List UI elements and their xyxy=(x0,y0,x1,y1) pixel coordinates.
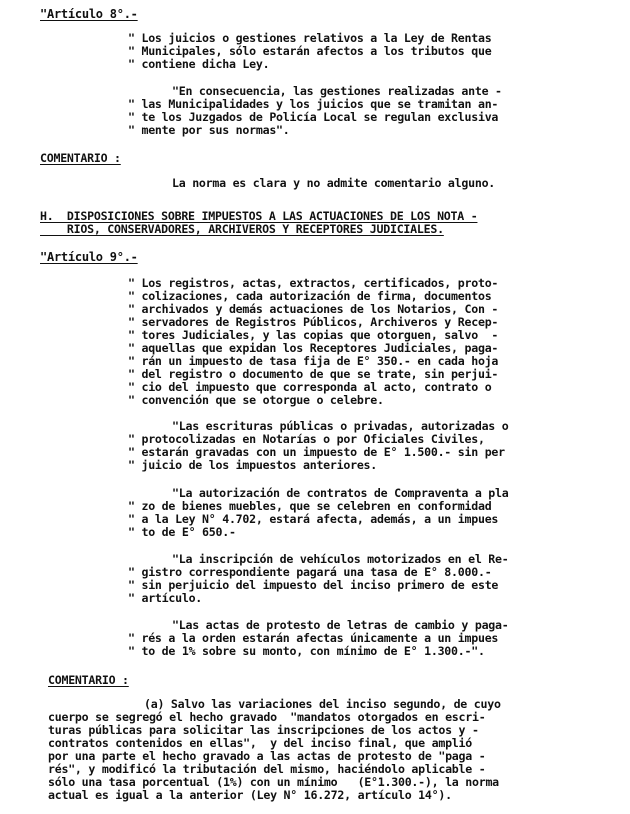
art9-p4-line-4: " artículo. xyxy=(128,591,203,605)
art9-p5-line-2: " rés a la orden estarán afectas únicamente a un impues xyxy=(128,631,499,645)
art8-p2-line-4: " mente por sus normas". xyxy=(128,123,290,137)
art9-p2-line-1: "Las escrituras públicas o privadas, autorizadas o xyxy=(172,419,509,433)
art9-p4-line-3: " sin perjuicio del impuesto del inciso primero de este xyxy=(128,578,499,592)
comment2-line-6: rés", y modificó la tributación del mismo, haciéndolo aplicable - xyxy=(48,762,486,776)
art8-p2-line-1: "En consecuencia, las gestiones realizadas ante - xyxy=(172,84,502,98)
art9-p2-line-3: " estarán gravadas con un impuesto de E° 1.500.- sin per xyxy=(128,445,505,459)
art9-p2-line-4: " juicio de los impuestos anteriores. xyxy=(128,458,378,472)
art9-p3-line-2: " zo de bienes muebles, que se celebren en conformidad xyxy=(128,499,492,513)
comment2-line-7: sólo una tasa porcentual (1%) con un mínimo (E°1.300.-), la norma xyxy=(48,775,499,789)
comment1-text: La norma es clara y no admite comentario alguno. xyxy=(172,176,496,190)
art9-p3-line-4: " to de E° 650.- xyxy=(128,525,236,539)
art9-p5-line-1: "Las actas de protesto de letras de cambio y paga- xyxy=(172,618,509,632)
art9-p1-line-6: " aquellas que expidan los Receptores Judiciales, paga- xyxy=(128,341,499,355)
comment2-line-5: por una parte el hecho gravado a las actas de protesto de "paga - xyxy=(48,749,486,763)
art8-p2-line-2: " las Municipalidades y los juicios que se tramitan an- xyxy=(128,97,499,111)
art9-p1-line-3: " archivados y demás actuaciones de los Notarios, Con - xyxy=(128,302,499,316)
art8-p1-line-3: " contiene dicha Ley. xyxy=(128,57,270,71)
art9-p1-line-7: " rán un impuesto de tasa fija de E° 350.- en cada hoja xyxy=(128,354,499,368)
art9-p3-line-3: " a la Ley N° 4.702, estará afecta, además, a un impues xyxy=(128,512,499,526)
art9-p3-line-1: "La autorización de contratos de Compraventa a pla xyxy=(172,486,509,500)
art9-p1-line-9: " cio del impuesto que corresponda al acto, contrato o xyxy=(128,380,492,394)
art9-p4-line-2: " gistro correspondiente pagará una tasa de E° 8.000.- xyxy=(128,565,492,579)
comment2-line-4: contratos contenidos en ellas", y del inciso final, que amplió xyxy=(48,736,472,750)
art8-p2-line-3: " te los Juzgados de Policía Local se regulan exclusiva xyxy=(128,110,499,124)
art9-p1-line-10: " convención que se otorgue o celebre. xyxy=(128,393,384,407)
art8-p1-line-2: " Municipales, sólo estarán afectos a los tributos que xyxy=(128,44,492,58)
comment2-line-3: turas públicas para solicitar las inscripciones de los actos y - xyxy=(48,723,479,737)
art9-p1-line-5: " tores Judiciales, y las copias que otorguen, salvo - xyxy=(128,328,499,342)
art9-p1-line-8: " del registro o documento de que se trate, sin perjui- xyxy=(128,367,499,381)
section-h-line-2: RIOS, CONSERVADORES, ARCHIVEROS Y RECEPTORES JUDICIALES. xyxy=(40,222,444,236)
comment2-line-1: (a) Salvo las variaciones del inciso segundo, de cuyo xyxy=(144,697,501,711)
comment2-line-8: actual es igual a la anterior (Ley N° 16.272, artículo 14°). xyxy=(48,788,452,802)
art8-p1-line-1: " Los juicios o gestiones relativos a la Ley de Rentas xyxy=(128,31,492,45)
comment1-label: COMENTARIO : xyxy=(40,151,121,165)
art9-p5-line-3: " to de 1% sobre su monto, con mínimo de E° 1.300.-". xyxy=(128,644,485,658)
art9-p4-line-1: "La inscripción de vehículos motorizados en el Re- xyxy=(172,552,509,566)
art9-p1-line-2: " colizaciones, cada autorización de firma, documentos xyxy=(128,289,492,303)
comment2-label: COMENTARIO : xyxy=(48,673,129,687)
art9-p2-line-2: " protocolizadas en Notarías o por Oficiales Civiles, xyxy=(128,432,485,446)
art9-p1-line-4: " servadores de Registros Públicos, Archiveros y Recep- xyxy=(128,315,499,329)
art9-heading: "Artículo 9°.- xyxy=(40,250,138,264)
section-h-line-1: H. DISPOSICIONES SOBRE IMPUESTOS A LAS ACTUACIONES DE LOS NOTA - xyxy=(40,209,478,223)
art9-p1-line-1: " Los registros, actas, extractos, certificados, proto- xyxy=(128,276,499,290)
art8-heading: "Artículo 8°.- xyxy=(40,7,138,21)
comment2-line-2: cuerpo se segregó el hecho gravado "mandatos otorgados en escri- xyxy=(48,710,486,724)
